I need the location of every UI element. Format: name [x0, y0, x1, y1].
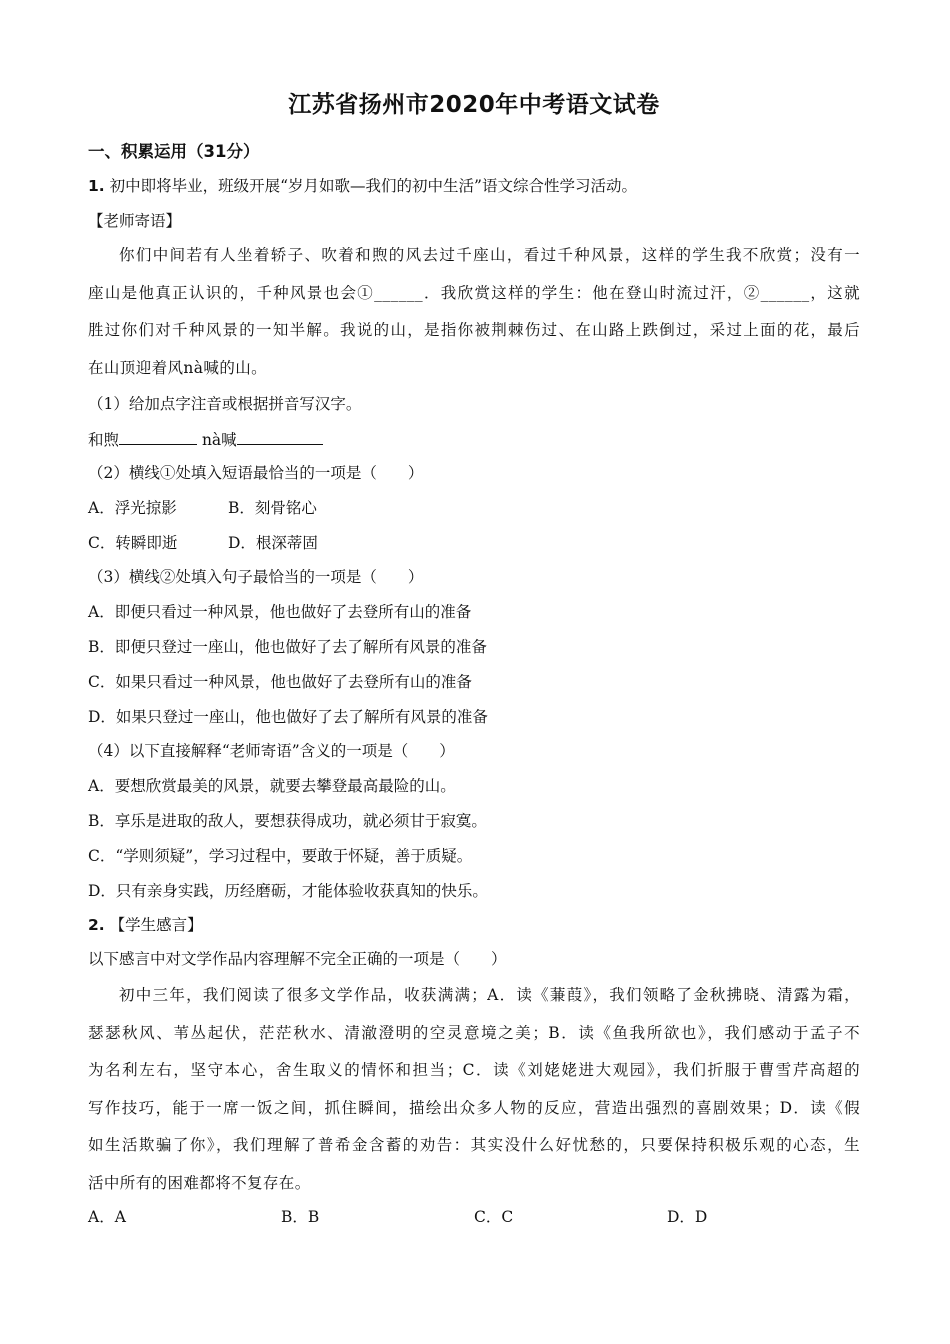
q2-number: 2.	[88, 916, 105, 934]
q1-stem-text: 初中即将毕业，班级开展“岁月如歌—我们的初中生活”语文综合性学习活动。	[109, 177, 637, 195]
option-b[interactable]: B．即便只登过一座山，他也做好了去了解所有风景的准备	[88, 638, 487, 656]
passage-line: 胜过你们对千种风景的一知半解。我说的山，是指你被荆棘伤过、在山路上跌倒过，采过上面的花，最后	[88, 321, 860, 339]
q2-header-line	[88, 914, 203, 936]
option-d[interactable]: D．D	[667, 1208, 708, 1226]
passage-line: 座山是他真正认识的，千种风景也会①______．我欣赏这样的学生：他在登山时流过汗，②______，这就	[88, 283, 860, 302]
word-nahan: nà喊	[201, 431, 237, 449]
q1-sub3: （3）横线②处填入句子最恰当的一项是（ ）	[88, 568, 424, 586]
option-b[interactable]: B．享乐是进取的敌人，要想获得成功，就必须甘于寂寞。	[88, 812, 487, 830]
option-d[interactable]: D．根深蒂固	[228, 534, 318, 552]
passage-line: 如生活欺骗了你》，我们理解了普希金含蓄的劝告：其实没什么好忧愁的，只要保持积极乐观的心态，生	[88, 1136, 860, 1154]
option-a[interactable]: A．要想欣赏最美的风景，就要去攀登最高最险的山。	[88, 777, 456, 795]
answer-blank-1[interactable]	[119, 427, 197, 445]
passage-line: 写作技巧，能于一席一饭之间，抓住瞬间，描绘出众多人物的反应，营造出强烈的喜剧效果；D．读《假	[88, 1098, 860, 1117]
q1-stem	[88, 175, 637, 197]
q2-stem: 以下感言中对文学作品内容理解不完全正确的一项是（ ）	[88, 950, 507, 968]
option-c[interactable]: C．“学则须疑”，学习过程中，要敢于怀疑，善于质疑。	[88, 847, 473, 865]
option-b[interactable]: B．B	[281, 1208, 320, 1226]
option-a[interactable]: A．浮光掠影	[88, 499, 177, 517]
passage-line: 为名利左右，坚守本心，舍生取义的情怀和担当；C．读《刘姥姥进大观园》，我们折服于曹雪芹高超的	[88, 1061, 860, 1079]
passage-line: 在山顶迎着风nà喊的山。	[88, 358, 268, 377]
option-c[interactable]: C．C	[474, 1208, 514, 1226]
option-c[interactable]: C．转瞬即逝	[88, 534, 178, 552]
answer-blank-2[interactable]	[237, 427, 323, 445]
q2-options	[88, 1206, 860, 1228]
option-b[interactable]: B．刻骨铭心	[228, 499, 317, 517]
option-c[interactable]: C．如果只看过一种风景，他也做好了去登所有山的准备	[88, 673, 472, 691]
page-title: 江苏省扬州市2020年中考语文试卷	[288, 92, 660, 118]
q2-header: 【学生感言】	[109, 916, 203, 934]
q1-sub2-options-row2	[88, 532, 318, 554]
q1-sub1: （1）给加点字注音或根据拼音写汉字。	[88, 395, 362, 413]
option-a[interactable]: A．A	[88, 1208, 126, 1226]
word-heshu: 和煦	[88, 431, 120, 449]
q1-number: 1.	[88, 177, 105, 195]
option-a[interactable]: A．即便只看过一种风景，他也做好了去登所有山的准备	[88, 603, 472, 621]
teacher-header: 【老师寄语】	[88, 212, 182, 230]
q1-sub2: （2）横线①处填入短语最恰当的一项是（ ）	[88, 464, 424, 482]
passage-line: 活中所有的困难都将不复存在。	[88, 1173, 311, 1192]
teacher-passage	[88, 244, 860, 394]
passage-line: 你们中间若有人坐着轿子、吹着和煦的风去过千座山，看过千种风景，这样的学生我不欣赏；没有一	[119, 246, 860, 264]
option-d[interactable]: D．只有亲身实践，历经磨砺，才能体验收获真知的快乐。	[88, 882, 488, 900]
q1-sub1-answers	[88, 427, 323, 451]
section-heading: 一、积累运用（31分）	[88, 142, 260, 161]
q1-sub4: （4）以下直接解释“老师寄语”含义的一项是（ ）	[88, 742, 455, 760]
passage-line: 初中三年，我们阅读了很多文学作品，收获满满；A．读《蒹葭》，我们领略了金秋拂晓、清露为霜，	[119, 986, 860, 1004]
option-d[interactable]: D．如果只登过一座山，他也做好了去了解所有风景的准备	[88, 708, 488, 726]
passage-line: 瑟瑟秋风、苇丛起伏，茫茫秋水、清澈澄明的空灵意境之美；B．读《鱼我所欲也》，我们感动于孟子不	[88, 1023, 860, 1042]
student-passage	[88, 984, 860, 1209]
q1-sub2-options-row1	[88, 497, 317, 519]
